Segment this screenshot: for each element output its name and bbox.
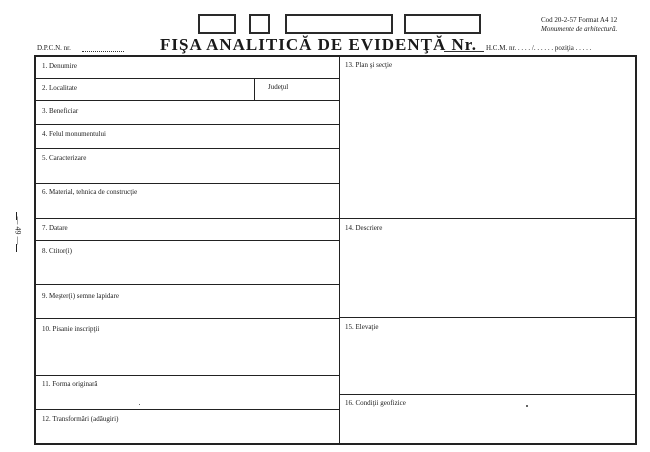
form-category: Monumente de arhitectură. — [541, 25, 618, 33]
field-descriere: 14. Descriere — [345, 224, 383, 232]
row-line — [34, 148, 339, 149]
code-box-3 — [285, 14, 393, 34]
row-line — [339, 394, 637, 395]
field-datare: 7. Datare — [42, 224, 68, 232]
field-conditii-geofizice: 16. Condiţii geofizice — [345, 399, 406, 407]
row-line — [34, 240, 339, 241]
row-line — [339, 218, 637, 219]
scan-speck — [139, 404, 140, 405]
row-line — [34, 318, 339, 319]
field-plan-sectie: 13. Plan şi secţie — [345, 61, 393, 69]
row-line — [34, 100, 339, 101]
field-mesteri: 9. Meşter(i) semne lapidare — [42, 292, 119, 300]
row-line — [34, 183, 339, 184]
scan-speck — [526, 405, 528, 407]
dpcn-line — [82, 51, 124, 52]
field-denumire: 1. Denumire — [42, 62, 77, 70]
form-code: Cod 20-2-57 Format A4 12 — [541, 16, 618, 24]
row-line — [34, 409, 339, 410]
row-line — [34, 218, 339, 219]
field-localitate: 2. Localitate — [42, 84, 77, 92]
field-elevatie: 15. Elevaţie — [345, 323, 379, 331]
field-felul-monumentului: 4. Felul monumentului — [42, 130, 106, 138]
field-pisanie: 10. Pisanie inscripţii — [42, 325, 100, 333]
page-number: — 49 — — [13, 216, 23, 245]
field-caracterizare: 5. Caracterizare — [42, 154, 87, 162]
code-box-2 — [249, 14, 270, 34]
localitate-judet-divider — [254, 78, 255, 100]
row-line — [339, 317, 637, 318]
row-line — [34, 375, 339, 376]
title-number-line — [444, 51, 484, 52]
dpcn-label: D.P.C.N. nr. — [37, 44, 71, 52]
row-line — [34, 284, 339, 285]
code-box-1 — [198, 14, 236, 34]
column-divider — [339, 55, 340, 445]
field-ctitori: 8. Ctitor(i) — [42, 247, 72, 255]
form-frame — [34, 55, 637, 445]
field-material: 6. Material, tehnica de construcţie — [42, 188, 138, 196]
row-line — [34, 124, 339, 125]
hcm-label: H.C.M. nr. . . . . /. . . . . . poziţia . . . . . — [486, 44, 592, 52]
row-line — [34, 78, 339, 79]
page-title: FIŞA ANALITICĂ DE EVIDENŢĂ Nr. — [160, 35, 478, 54]
code-box-4 — [404, 14, 481, 34]
page-number-dash-bottom — [16, 244, 17, 252]
field-transformari: 12. Transformări (adăugiri) — [42, 415, 119, 423]
field-judetul: Judeţul — [268, 83, 289, 91]
field-forma-originara: 11. Forma originară — [42, 380, 98, 388]
field-beneficiar: 3. Beneficiar — [42, 107, 79, 115]
